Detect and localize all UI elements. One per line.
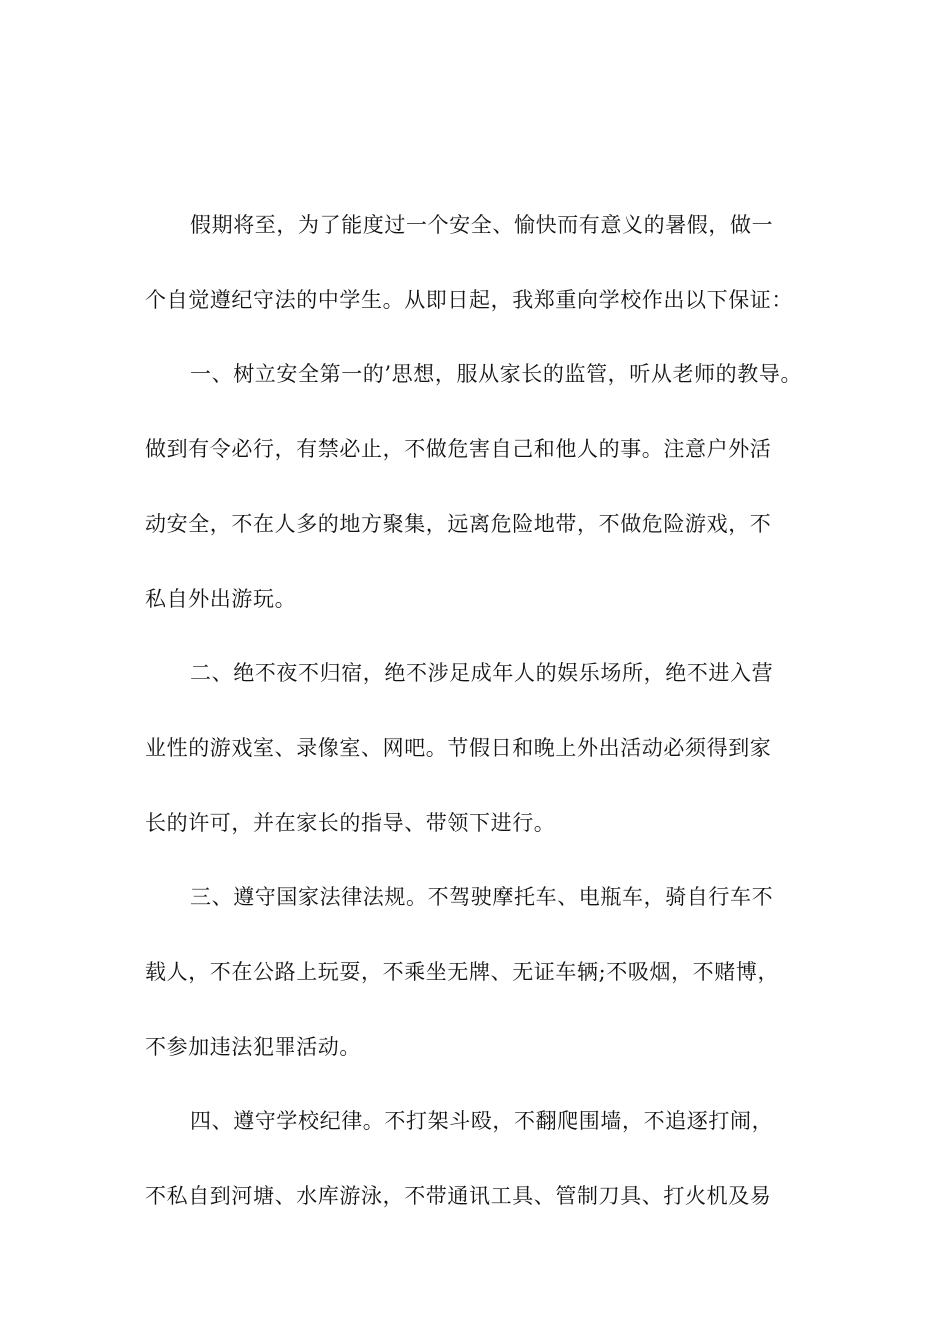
paragraph-5-line-1: 四、遵守学校纪律。不打架斗殴，不翻爬围墙，不追逐打闹，: [190, 1109, 774, 1133]
paragraph-4-line-1: 三、遵守国家法律法规。不驾驶摩托车、电瓶车，骑自行车不: [190, 885, 774, 909]
paragraph-2-line-2: 做到有令必行，有禁必止，不做危害自己和他人的事。注意户外活: [145, 437, 772, 461]
paragraph-4-line-3: 不参加违法犯罪活动。: [145, 1035, 361, 1059]
paragraph-5-line-2: 不私自到河塘、水库游泳，不带通讯工具、管制刀具、打火机及易: [145, 1184, 772, 1208]
paragraph-3-line-2: 业性的游戏室、录像室、网吧。节假日和晚上外出活动必须得到家: [145, 736, 772, 760]
paragraph-1-line-2: 个自觉遵纪守法的中学生。从即日起，我郑重向学校作出以下保证：: [145, 288, 793, 312]
paragraph-1-line-1: 假期将至，为了能度过一个安全、愉快而有意义的暑假，做一: [190, 213, 774, 237]
paragraph-2-line-3: 动安全，不在人多的地方聚集，远离危险地带，不做危险游戏，不: [145, 512, 772, 536]
paragraph-4-line-2: 载人，不在公路上玩耍，不乘坐无牌、无证车辆;不吸烟，不赌博，: [145, 960, 780, 984]
paragraph-3-line-1: 二、绝不夜不归宿，绝不涉足成年人的娱乐场所，绝不进入营: [190, 661, 774, 685]
paragraph-2-line-4: 私自外出游玩。: [145, 587, 297, 611]
paragraph-3-line-3: 长的许可，并在家长的指导、带领下进行。: [145, 811, 556, 835]
paragraph-2-line-1: 一、树立安全第一的’思想，服从家长的监管，听从老师的教导。: [190, 362, 803, 386]
